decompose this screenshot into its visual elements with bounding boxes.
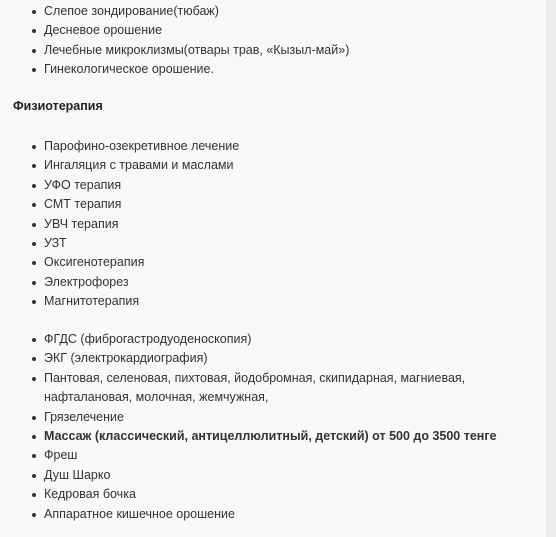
- list-item: Десневое орошение: [30, 21, 349, 40]
- list-item: Электрофорез: [30, 273, 239, 292]
- list-item: Кедровая бочка: [30, 485, 497, 504]
- scrollbar[interactable]: [546, 0, 556, 537]
- list-item: Пантовая, селеновая, пихтовая, йодобромная, скипидарная, магниевая,: [30, 369, 497, 388]
- list-item: Аппаратное кишечное орошение: [30, 505, 497, 524]
- list-item: ФГДС (фиброгастродуоденоскопия): [30, 330, 497, 349]
- list-item-continuation: нафталановая, молочная, жемчужная,: [44, 390, 269, 405]
- physiotherapy-list: [30, 137, 239, 312]
- list-item-massage: Массаж (классический, антицеллюлитный, детский) от 500 до 3500 тенге: [30, 427, 497, 446]
- list-item: УВЧ терапия: [30, 215, 239, 234]
- list-item: Душ Шарко: [30, 466, 497, 485]
- list-item: Парофино-озекретивное лечение: [30, 137, 239, 156]
- list-item: Гинекологическое орошение.: [30, 60, 349, 79]
- procedures-list: [30, 2, 349, 80]
- list-item: Лечебные микроклизмы(отвары трав, «Кызыл-май»): [30, 41, 349, 60]
- list-item: СМТ терапия: [30, 195, 239, 214]
- list-item: УФО терапия: [30, 176, 239, 195]
- other-services-list: [30, 330, 497, 524]
- list-item: Грязелечение: [30, 408, 497, 427]
- list-item: Оксигенотерапия: [30, 253, 239, 272]
- list-item: УЗТ: [30, 234, 239, 253]
- physiotherapy-heading: Физиотерапия: [13, 99, 103, 113]
- list-item: Фреш: [30, 446, 497, 465]
- list-item: ЭКГ (электрокардиография): [30, 349, 497, 368]
- list-item: Ингаляция с травами и маслами: [30, 156, 239, 175]
- list-item: Слепое зондирование(тюбаж): [30, 2, 349, 21]
- list-item: Магнитотерапия: [30, 292, 239, 311]
